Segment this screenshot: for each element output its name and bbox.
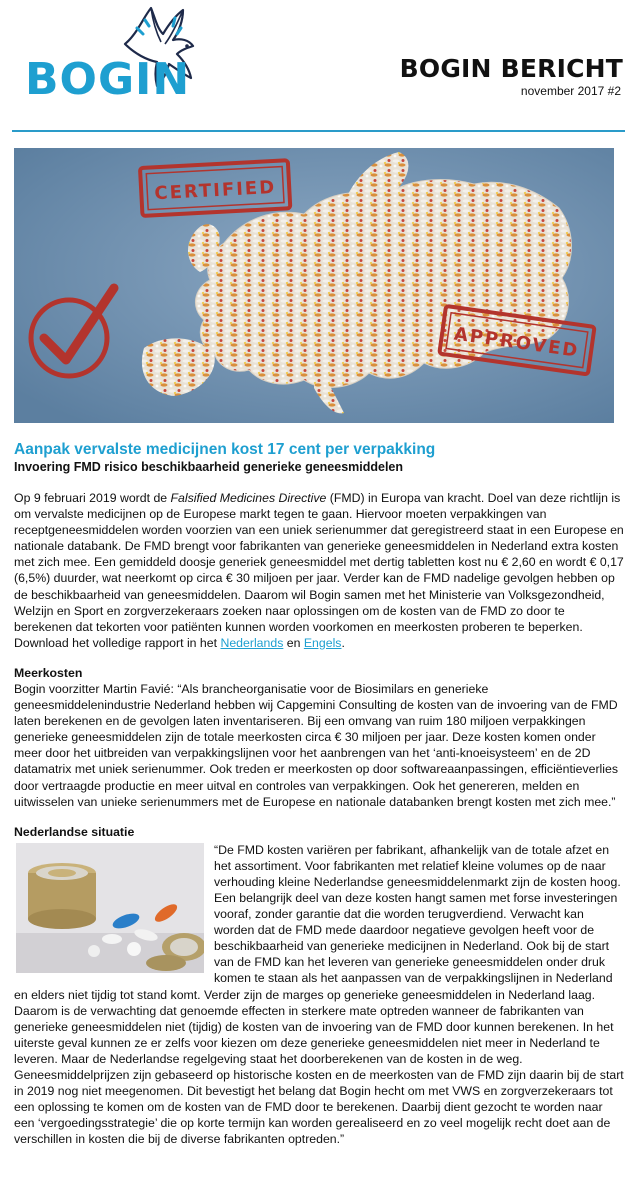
logo-wordmark: BOGIN	[25, 54, 191, 105]
section-title-meerkosten: Meerkosten	[14, 665, 83, 680]
stamp-approved: APPROVED	[452, 323, 581, 362]
section-nederlandse-situatie	[14, 824, 626, 1148]
header-divider	[12, 130, 625, 132]
intro-end: .	[341, 635, 345, 650]
link-separator: en	[283, 635, 304, 650]
section-title-nederlandse-situatie: Nederlandse situatie	[14, 824, 135, 839]
stamp-certified: CERTIFIED	[153, 176, 277, 205]
issue-date: november 2017 #2	[520, 84, 621, 98]
article-headline: Aanpak vervalste medicijnen kost 17 cent per verpakking	[14, 441, 436, 458]
bogin-logo	[12, 4, 212, 104]
intro-text-2: (FMD) in Europa van kracht. Doel van deze richtlijn is om vervalste medicijnen op de Europese markt tegen te gaan. Hiervoor moeten verpakkingen van receptgeneesmiddelen worden voorzien van een uniek serienummer dat geregistreerd staat in een Europese en nationale databank. De FMD brengt voor fabrikanten van generieke geneesmiddelen in Nederland extra kosten met zich mee. Een gemiddeld doosje generiek geneesmiddel met dertig tabletten kost nu € 2,60 en wordt € 0,17 (6,5%) duurder, wat neerkomt op circa € 30 miljoen per jaar. Verder kan de FMD nadelige gevolgen hebben op de beschikbaarheid van geneesmiddelen. Daarom wil Bogin samen met het Ministerie van Volksgezondheid, Welzijn en Sport en zorgverzekeraars zoeken naar oplossingen om de kosten van de FMD zo door te berekenen dat tekorten voor patiënten kunnen worden voorkomen en meerkosten proberen te beperken. Download het volledige rapport in het	[14, 491, 624, 650]
section-meerkosten	[14, 665, 626, 810]
link-engels[interactable]: Engels	[303, 635, 342, 650]
hero-image	[14, 148, 614, 423]
link-nederlands[interactable]: Nederlands	[220, 635, 284, 650]
newsletter-title: BOGIN BERICHT	[399, 54, 623, 83]
coins-pills-image	[16, 843, 204, 973]
intro-paragraph	[14, 490, 626, 651]
intro-emphasis: Falsified Medicines Directive	[170, 491, 327, 505]
section-body-nederlandse-situatie: “De FMD kosten variëren per fabrikant, afhankelijk van de totale afzet en het assortiment. Voor fabrikanten met relatief kleine volumes op de naar verhouding kleine Nederlandse geneesmiddelenmarkt zijn de kosten hoog. Een belangrijk deel van deze kosten hangt samen met forse investeringen vooraf, zonder garantie dat die worden terugverdiend. Verwacht kan worden dat de FMD mede daardoor negatieve gevolgen heeft voor de beschikbaarheid van generieke medicijnen in Nederland. Ook bij de start van de FMD kan het leveren van generieke geneesmiddelen onder druk komen te staan als het aanpassen van de verpakkingslijnen in Nederland en elders niet tijdig tot stand komt. Verder zijn de marges op generieke geneesmiddelen in Nederland laag. Daarom is de verwachting dat genoemde effecten in sterkere mate optreden wanneer de fabrikanten van generieke geneesmiddelen niet (tijdig) de kosten van de invoering van de FMD door kunnen berekenen. In het uiterste geval kunnen ze er zelfs voor kiezen om deze generieke geneesmiddelen niet meer in Nederland te leveren. Maar de Nederlandse regelgeving staat het doorberekenen van de kosten in de weg. Geneesmiddelprijzen zijn gebaseerd op historische kosten en de meerkosten van de FMD zijn daarin bij de start in 2019 nog niet meegenomen. Dit bevestigt het belang dat Bogin hecht om met VWS en zorgverzekeraars tot een oplossing te komen om de kosten van de FMD door te berekenen. Daarbij dient gezocht te worden naar een ‘vergoedingsstrategie’ die op korte termijn kan worden gerealiseerd en zo veel mogelijk recht doet aan de verschillen in kosten die bij de diverse fabrikanten optreden.”	[14, 842, 624, 1147]
intro-text-1: Op 9 februari 2019 wordt de	[14, 491, 171, 505]
article	[14, 441, 626, 1147]
article-subheadline: Invoering FMD risico beschikbaarheid generieke geneesmiddelen	[14, 460, 404, 474]
europe-pills-illustration	[14, 148, 614, 423]
section-body-meerkosten: Bogin voorzitter Martin Favié: “Als brancheorganisatie voor de Biosimilars en generieke geneesmiddelenindustrie Nederland hebben wij Capgemini Consulting de kosten van de invoering van de FMD laten berekenen en de gevolgen laten inventariseren. Bij een omvang van ruim 180 miljoen verpakkingen generieke geneesmiddelen zijn de totale meerkosten circa € 30 miljoen per jaar. Deze kosten komen onder meer door het uitbreiden van verpakkingslijnen voor het aanbrengen van het ‘anti-knoeisysteem’ en de 2D datamatrix met uniek serienummer. Ook treden er meerkosten op door softwareaanpassingen, efficiëntieverlies door vertraagde productie en meer uitval en controles van verpakkingen. Ook het genereren, melden en uitwisselen van unieke serienummers met de Europese en nationale databanken brengt kosten met zich mee.”	[14, 681, 618, 809]
